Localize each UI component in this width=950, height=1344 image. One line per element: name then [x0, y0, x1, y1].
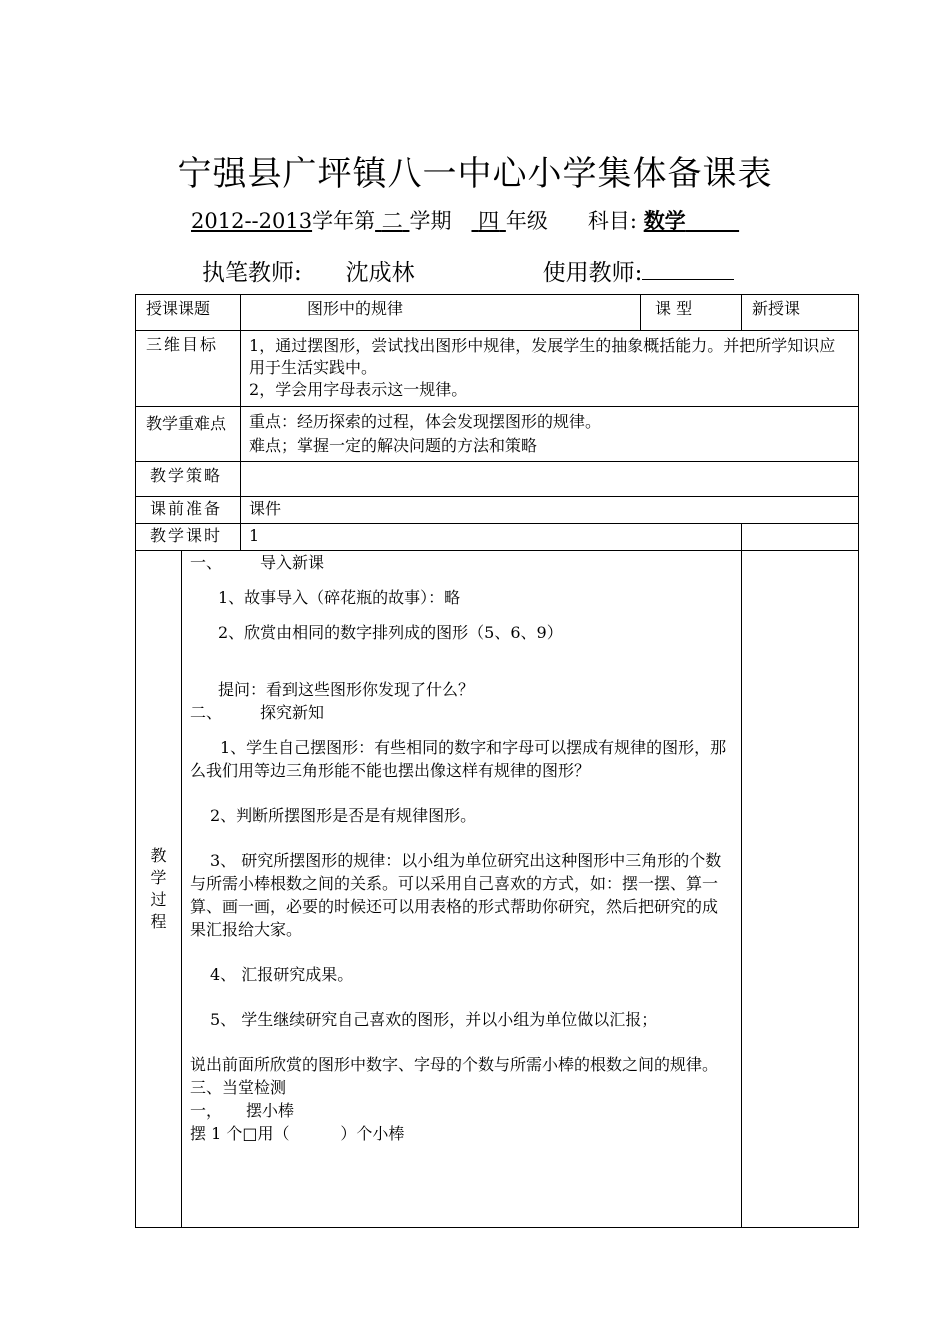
- keypoint-difficult: 难点；掌握一定的解决问题的方法和策略: [249, 436, 538, 455]
- strategy-value: [241, 462, 859, 497]
- type-label: 课 型: [641, 295, 742, 331]
- prep-label: 课前准备: [136, 497, 241, 524]
- row-prep: [136, 497, 859, 524]
- section-2-item-3: 3、 研究所摆图形的规律：以小组为单位研究出这种图形中三角形的个数与所需小棒根数之间的关系。可以采用自己喜欢的方式，如：摆一摆、算一算、画一画，必要的时候还可以用表格的形式帮助你研究，然后把研究的成果汇报给大家。: [190, 851, 722, 939]
- type-value: 新授课: [742, 295, 859, 331]
- section-1-heading: [190, 551, 733, 574]
- section-2-item-1: 1、学生自己摆图形：有些相同的数字和字母可以摆成有规律的图形，那么我们用等边三角形能不能也摆出像这样有规律的图形？: [190, 738, 727, 780]
- section-2-item-2: 2、判断所摆图形是否是有规律图形。: [210, 806, 477, 825]
- author-name: 沈成林: [345, 260, 415, 286]
- process-label-char-3: 过: [150, 890, 167, 909]
- document-title: 宁强县广坪镇八一中心小学集体备课表: [177, 154, 773, 194]
- topic-label: 授课课题: [136, 295, 241, 331]
- goal-2: 2，学会用字母表示这一规律。: [249, 380, 468, 399]
- section-1-item-a: 1、故事导入（碎花瓶的故事）：略: [218, 588, 461, 607]
- goals-label: 三维目标: [136, 331, 241, 407]
- school-years: 2012--2013: [191, 209, 313, 233]
- row-topic: [136, 295, 859, 331]
- goals-content: [241, 331, 859, 407]
- process-label-char-4: 程: [150, 912, 167, 931]
- goal-1: 1，通过摆图形，尝试找出图形中规律，发展学生的抽象概括能力。并把所学知识应用于生活实践中。: [249, 336, 836, 377]
- row-strategy: [136, 462, 859, 497]
- hours-value: 1: [241, 524, 742, 551]
- keypoint-main: 重点：经历探索的过程，体会发现摆图形的规律。: [249, 412, 602, 431]
- section-2-heading: [190, 701, 733, 724]
- subject-label: 科目:: [587, 209, 637, 233]
- subject-text: 数学: [643, 208, 686, 233]
- row-goals: [136, 331, 859, 407]
- section-2-item-5: 5、 学生继续研究自己喜欢的图形，并以小组为单位做以汇报；: [210, 1010, 658, 1029]
- section-1-title: 导入新课: [260, 553, 325, 572]
- grade-text: 四: [478, 209, 500, 233]
- section-2-item-6: 说出前面所欣赏的图形中数字、字母的个数与所需小棒的根数之间的规律。: [190, 1055, 719, 1074]
- user-blank: [642, 279, 734, 280]
- teachers-line: [202, 254, 734, 287]
- keypoints-content: [241, 407, 859, 462]
- section-1-num: 一、: [190, 553, 223, 572]
- section-3-heading: 三、当堂检测: [190, 1078, 287, 1097]
- grade-suffix: 年级: [505, 209, 548, 233]
- row-process: [136, 551, 859, 1228]
- process-label-char-2: 学: [150, 868, 167, 887]
- subject-value: [644, 209, 739, 233]
- author-label: 执笔教师:: [202, 260, 302, 286]
- section-3-sub-title: 摆小棒: [246, 1101, 295, 1120]
- process-notes: [742, 551, 859, 1228]
- keypoints-label: 教学重难点: [136, 407, 241, 462]
- row-keypoints: [136, 407, 859, 462]
- grade-value: [471, 209, 505, 233]
- section-2-num: 二、: [190, 703, 223, 722]
- user-label: 使用教师:: [542, 260, 643, 286]
- lesson-plan-table: [135, 294, 859, 1228]
- strategy-label: 教学策略: [136, 462, 241, 497]
- year-suffix: 学年第: [312, 209, 376, 233]
- section-1-item-b: 2、欣赏由相同的数字排列成的图形（5、6、9）: [218, 623, 563, 642]
- semester-text: 二: [381, 209, 403, 233]
- section-2-item-4: 4、 汇报研究成果。: [210, 965, 354, 984]
- section-2-title: 探究新知: [260, 703, 325, 722]
- section-3-sub-heading: [190, 1099, 733, 1122]
- hours-extra: [742, 524, 859, 551]
- topic-value: 图形中的规律: [241, 295, 641, 331]
- semester-suffix: 学期: [409, 209, 452, 233]
- semester-value: [375, 209, 409, 233]
- term-line: [191, 205, 739, 235]
- hours-label: 教学课时: [136, 524, 241, 551]
- row-hours: [136, 524, 859, 551]
- section-1-question: 提问：看到这些图形你发现了什么？: [218, 680, 475, 699]
- section-3-question: 摆 1 个□用（ ）个小棒: [190, 1124, 405, 1143]
- process-label-char-1: 教: [150, 846, 167, 865]
- section-3-sub-num: 一，: [190, 1101, 223, 1120]
- process-content: [182, 551, 742, 1228]
- prep-value: 课件: [241, 497, 859, 524]
- process-label: [136, 551, 182, 1228]
